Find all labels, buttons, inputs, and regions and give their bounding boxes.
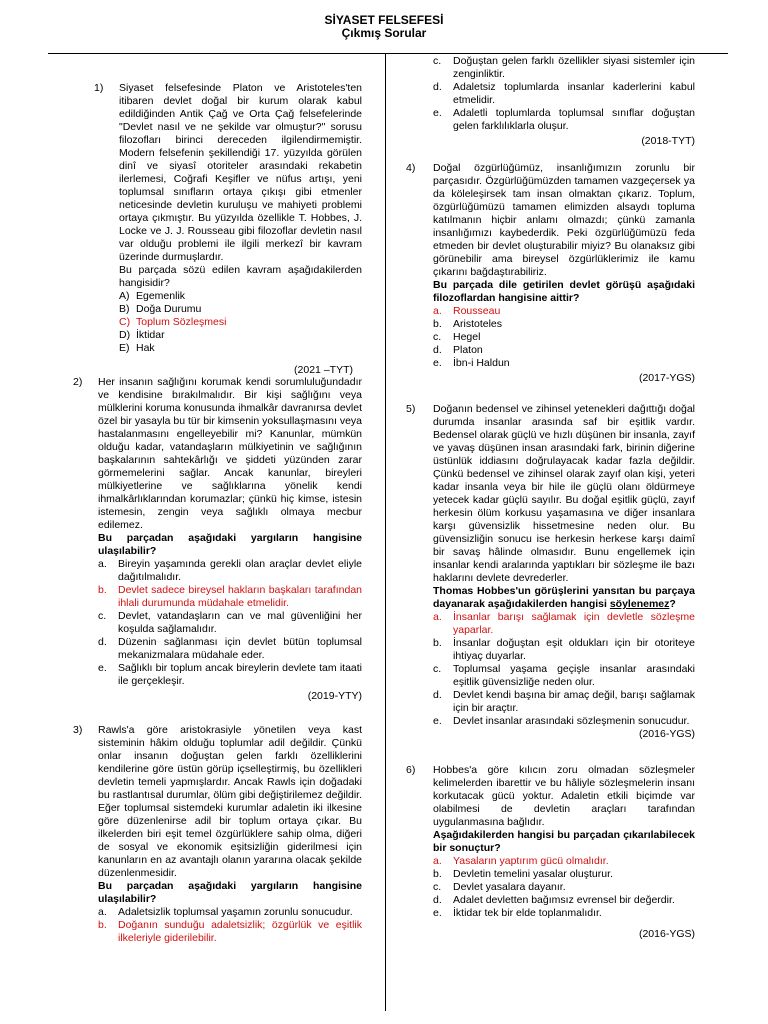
option-b: B) Doğa Durumu xyxy=(119,303,202,315)
question-prompt: Bu parçada dile getirilen devlet görüşü aşağıdaki filozoflardan hangisine aittir? xyxy=(433,279,695,304)
question-prompt: Bu parçadan aşağıdaki yargıların hangisine ulaşılabilir? xyxy=(98,532,362,557)
question-text: Siyaset felsefesinde Platon ve Aristoteles'ten itibaren devlet doğal bir kurum olarak kabul edildiğinden Antik Çağ ve Orta Çağ felsefelerinde "Devlet nasıl ve ne şekilde var olmuştur?" sorusu filozofları birinci dereceden ilgilendirmemiştir. Modern felsefenin şekillendiği 17. yüzyılda görülen dinî ve siyasî otoriteler arasındaki rekabetin ilerlemesi, Coğrafi Keşifler ve nüfus artışı, yeni toplumsal sınıfların ortaya çıkışı gibi etmenler neticesinde devletin kuruluşu ve mahiyeti problemi ortaya çıkmıştır. Bu yüzyılda özellikle T. Hobbes, J. Locke ve J. J. Rousseau gibi filozoflar devletin nasıl var olduğu problemi ile ilgili merkezî bir kavram üzerinde durmuşlardır. xyxy=(119,82,362,263)
option-d: d. Devlet kendi başına bir amaç değil, barışı sağlamak için bir araçtır. xyxy=(433,689,695,714)
question-6-source: (2016-YGS) xyxy=(638,928,695,940)
option-b: b. Aristoteles xyxy=(433,318,503,330)
question-text: Rawls'a göre aristokrasiyle yönetilen veya kast sisteminin hâkim olduğu toplumlar adil değildir. Çünkü onlar insanın doğuştan gelen farklı özelliklerini kendilerine göre üstün görüp içselleştirmiş, bu özellikleri devletin temeli yapmışlardır. Ancak Rawls için doğadaki bu rastlantısal durumlar, ölüm gibi değiştirilemez değildir. Eğer toplumsal sistemdeki kurumlar adaletin iki ilkesine göre düzenlenirse adil bir toplum ortaya çıkar. Bu ilkelerden biri eşit temel özgürlüklere sahip olma, diğeri de sosyal ve ekonomik eşitsizliğin giderilmesi için kanunların en az avantajlı olanın yararına olacak şekilde düzenlenmesidir. xyxy=(98,724,362,879)
page-header xyxy=(0,14,768,40)
option-c: c. Devlet, vatandaşların can ve mal güvenliğini her koşulda sağlamalıdır. xyxy=(98,610,362,635)
option-d: d. Adaletsiz toplumlarda insanlar kaderlerini kabul etmelidir. xyxy=(433,81,695,106)
option-c-correct: C) Toplum Sözleşmesi xyxy=(119,316,227,328)
option-a: a. Bireyin yaşamında gerekli olan araçlar devlet eliyle dağıtılmalıdır. xyxy=(98,558,362,583)
option-d: d. Düzenin sağlanması için devlet bütün toplumsal mekanizmalara müdahale eder. xyxy=(98,636,362,661)
option-e: e. Sağlıklı bir toplum ancak bireylerin devlete tam itaati ile gerçekleşir. xyxy=(98,662,362,687)
option-d: d. Platon xyxy=(433,344,483,356)
option-a-correct: a. İnsanlar barışı sağlamak için devletle sözleşme yaparlar. xyxy=(433,611,695,636)
question-text: Her insanın sağlığını korumak kendi sorumluluğundadır ve kendisine bırakılmalıdır. Bir kişi sağlığını veya mülklerini koruma konusunda ihmalkâr davranırsa devlet özel bir yasayla bu tür bir kimsenin yoksullaşmasını veya hastalanmasını engelleyebilir mi? Kanunlar, mümkün olduğu kadar, vatandaşların mülkiyetinin ve sağlığının başkalarının sahtekârlığı ve şiddeti yüzünden zarar görmemelerini sağlar. Ancak kanunlar, bireyleri mülkiyetlerine ve sağlıklarına yönelik kendi ihmalkârlıklarından korumazlar; çünkü hiç kimse, istesin istemesin, zengin veya sağlıklı olmaya mecbur edilemez. xyxy=(98,376,362,531)
question-number: 3) xyxy=(73,724,83,736)
option-e: e. İktidar tek bir elde toplanmalıdır. xyxy=(433,907,602,919)
option-c: c. Hegel xyxy=(433,331,481,343)
question-text: Hobbes'a göre kılıcın zoru olmadan sözleşmeler kelimelerden ibarettir ve bu hâliyle sözleşmelerin insanı korkutacak gücü yoktur. Adaletin etkili biçimde var olabilmesi de devletin araçları tarafından uygulanmasına bağlıdır. xyxy=(433,764,695,828)
question-number: 6) xyxy=(406,764,416,776)
question-number: 5) xyxy=(406,403,416,415)
option-a-correct: a. Yasaların yaptırım gücü olmalıdır. xyxy=(433,855,609,867)
question-number: 4) xyxy=(406,162,416,174)
column-divider xyxy=(385,53,386,1011)
option-b: b. Devletin temelini yasalar oluşturur. xyxy=(433,868,613,880)
option-b-correct: b. Devlet sadece bireysel hakların başkaları tarafından ihlali durumunda müdahale etmelidir. xyxy=(98,584,362,609)
header-divider xyxy=(48,53,728,54)
question-number: 1) xyxy=(94,82,104,94)
question-3-source: (2018-TYT) xyxy=(641,135,695,147)
option-e: e. Adaletli toplumlarda toplumsal sınıflar doğuştan gelen farklılıklarla oluşur. xyxy=(433,107,695,132)
question-prompt: Thomas Hobbes'un görüşlerini yansıtan bu parçaya dayanarak aşağıdakilerden hangisi söylenemez? xyxy=(433,585,695,610)
question-4 xyxy=(406,162,695,385)
option-e: e. İbn-i Haldun xyxy=(433,357,510,369)
question-2-source: (2019-YTY) xyxy=(307,690,362,702)
option-e: e. Devlet insanlar arasındaki sözleşmenin sonucudur. xyxy=(433,715,690,727)
question-3-continued xyxy=(433,55,695,148)
option-a: a. Adaletsizlik toplumsal yaşamın zorunlu sonucudur. xyxy=(98,906,353,918)
page-title: SİYASET FELSEFESİ xyxy=(324,13,444,27)
question-6 xyxy=(406,764,695,941)
question-5 xyxy=(406,403,695,741)
option-b-correct: b. Doğanın sunduğu adaletsizlik; özgürlük ve eşitlik ilkeleriyle giderilebilir. xyxy=(98,919,362,944)
option-d: D) İktidar xyxy=(119,329,165,341)
question-text: Doğal özgürlüğümüz, insanlığımızın zorunlu bir parçasıdır. Özgürlüğümüzden tamamen vazgeçersek ya da köleleşirsek tam insan olmaktan çıkarız. Toplum, özgürlüğümüzü tamamen elimizden alsaydı topluma katılmanın hiçbir anlamı olmazdı; çünkü zamanla insanlığımızı kaybederdik. Peki özgürlüğümüzü feda etmeden bir devlet oluşturabilir miyiz? Bu olanaksız gibi görünebilir ama bireysel özgürlüklerimiz ile kamu çıkarını bağdaştırabiliriz. xyxy=(433,162,695,278)
question-number: 2) xyxy=(73,376,83,388)
option-d: d. Adalet devletten bağımsız evrensel bir değerdir. xyxy=(433,894,675,906)
question-3 xyxy=(73,724,362,945)
question-1-source: (2021 –TYT) xyxy=(294,364,353,376)
option-c: c. Devlet yasalara dayanır. xyxy=(433,881,566,893)
option-c: c. Toplumsal yaşama geçişle insanlar arasındaki eşitlik güvensizliğe neden olur. xyxy=(433,663,695,688)
option-a: A) Egemenlik xyxy=(119,290,186,302)
option-e: E) Hak xyxy=(119,342,155,354)
question-text: Doğanın bedensel ve zihinsel yetenekleri dağıttığı doğal durumda insanlar arasında saf bir eşitlik vardır. Bedensel olarak güçlü ve hızlı düşünen bir insanla, zayıf ve yavaş düşünen insan arasındaki fark, birinin diğerine üstünlük iddiasını doğrulayacak kadar fazla değildir. Çünkü bedensel ve zihinsel olarak zayıf olan kişi, yeteri kadar insanla veya bir hile ile güçlü olanı öldürmeye yetecek kadar güçlü sayılır. Bu doğal eşitlik güçlü, zayıf herkesin ölüm korkusu yaşamasına ve diğer insanlara karşı güvensizlik hissetmesine neden olur. Bu güvensizliğin sonucu ise herkesin herkese karşı daimî bir savaş hâlinde olmasıdır. Bunu engellemek için insanlar kendi aralarında yaptıkları bir sözleşme ile bazı haklarını devlete devrederler. xyxy=(433,403,695,584)
negation-emphasis: söylenemez xyxy=(609,598,670,610)
question-1 xyxy=(94,82,362,355)
page-subtitle: Çıkmış Sorular xyxy=(341,26,427,40)
option-a-correct: a. Rousseau xyxy=(433,305,501,317)
question-4-source: (2017-YGS) xyxy=(638,372,695,384)
question-5-source: (2016-YGS) xyxy=(638,728,695,740)
question-prompt: Bu parçadan aşağıdaki yargıların hangisine ulaşılabilir? xyxy=(98,880,362,905)
option-c: c. Doğuştan gelen farklı özellikler siyasi sistemler için zenginliktir. xyxy=(433,55,695,80)
question-prompt: Aşağıdakilerden hangisi bu parçadan çıkarılabilecek bir sonuçtur? xyxy=(433,829,695,854)
question-2 xyxy=(73,376,362,703)
question-prompt: Bu parçada sözü edilen kavram aşağıdakilerden hangisidir? xyxy=(119,264,362,289)
option-b: b. İnsanlar doğuştan eşit oldukları için bir otoriteye ihtiyaç duyarlar. xyxy=(433,637,695,662)
